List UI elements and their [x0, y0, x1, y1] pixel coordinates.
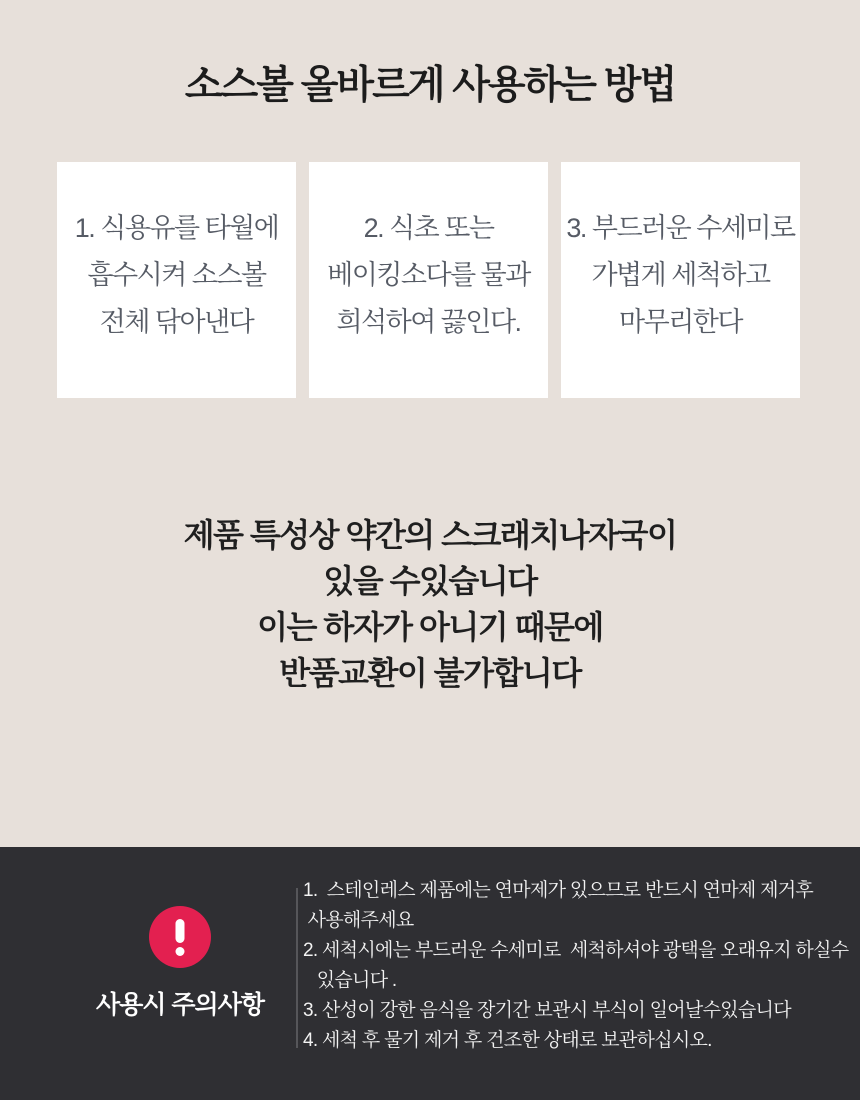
notice-line-3: 이는 하자가 아니기 때문에	[257, 609, 603, 645]
caution-item: 3. 산성이 강한 음식을 장기간 보관시 부식이 일어날수있습니다	[303, 1000, 791, 1021]
notice-line-4: 반품교환이 불가합니다	[279, 655, 581, 691]
step-1-line-2: 흡수시켜 소스볼	[87, 259, 266, 290]
caution-item: 4. 세척 후 물기 제거 후 건조한 상태로 보관하십시오.	[303, 1030, 712, 1051]
notice-line-1: 제품 특성상 약간의 스크래치나자국이	[183, 517, 677, 553]
steps-row	[57, 162, 800, 398]
step-2-text	[327, 205, 530, 346]
step-1-line-1: 1. 식용유를 타월에	[74, 212, 279, 243]
exclamation-dot	[176, 947, 185, 956]
step-card-2	[309, 162, 548, 398]
caution-list	[303, 876, 848, 1056]
caution-item: 있습니다 .	[303, 970, 397, 991]
step-1-text	[75, 205, 279, 346]
caution-section	[0, 847, 860, 1100]
caution-divider	[296, 888, 298, 1048]
caution-item: 2. 세척시에는 부드러운 수세미로 세척하셔야 광택을 오래유지 하실수	[303, 940, 849, 961]
step-2-line-2: 베이킹소다를 물과	[327, 259, 530, 290]
step-3-text	[566, 205, 794, 346]
scratch-notice	[0, 512, 860, 696]
step-2-line-3: 희석하여 끓인다.	[336, 306, 521, 337]
exclamation-stem	[176, 919, 185, 943]
step-1-line-3: 전체 닦아낸다	[99, 306, 254, 337]
step-card-3	[561, 162, 800, 398]
exclamation-icon	[149, 906, 211, 968]
notice-line-2: 있을 수있습니다	[323, 563, 537, 599]
caution-title: 사용시 주의사항	[96, 991, 264, 1019]
caution-item: 1. 스테인레스 제품에는 연마제가 있으므로 반드시 연마제 제거후	[303, 880, 814, 901]
step-2-line-1: 2. 식초 또는	[363, 212, 494, 243]
step-3-line-2: 가볍게 세척하고	[591, 259, 770, 290]
page-title: 소스볼 올바르게 사용하는 방법	[184, 64, 676, 107]
step-3-line-3: 마무리한다	[619, 306, 742, 337]
step-card-1	[57, 162, 296, 398]
step-3-line-1: 3. 부드러운 수세미로	[566, 212, 795, 243]
caution-item: 사용해주세요	[303, 910, 414, 931]
